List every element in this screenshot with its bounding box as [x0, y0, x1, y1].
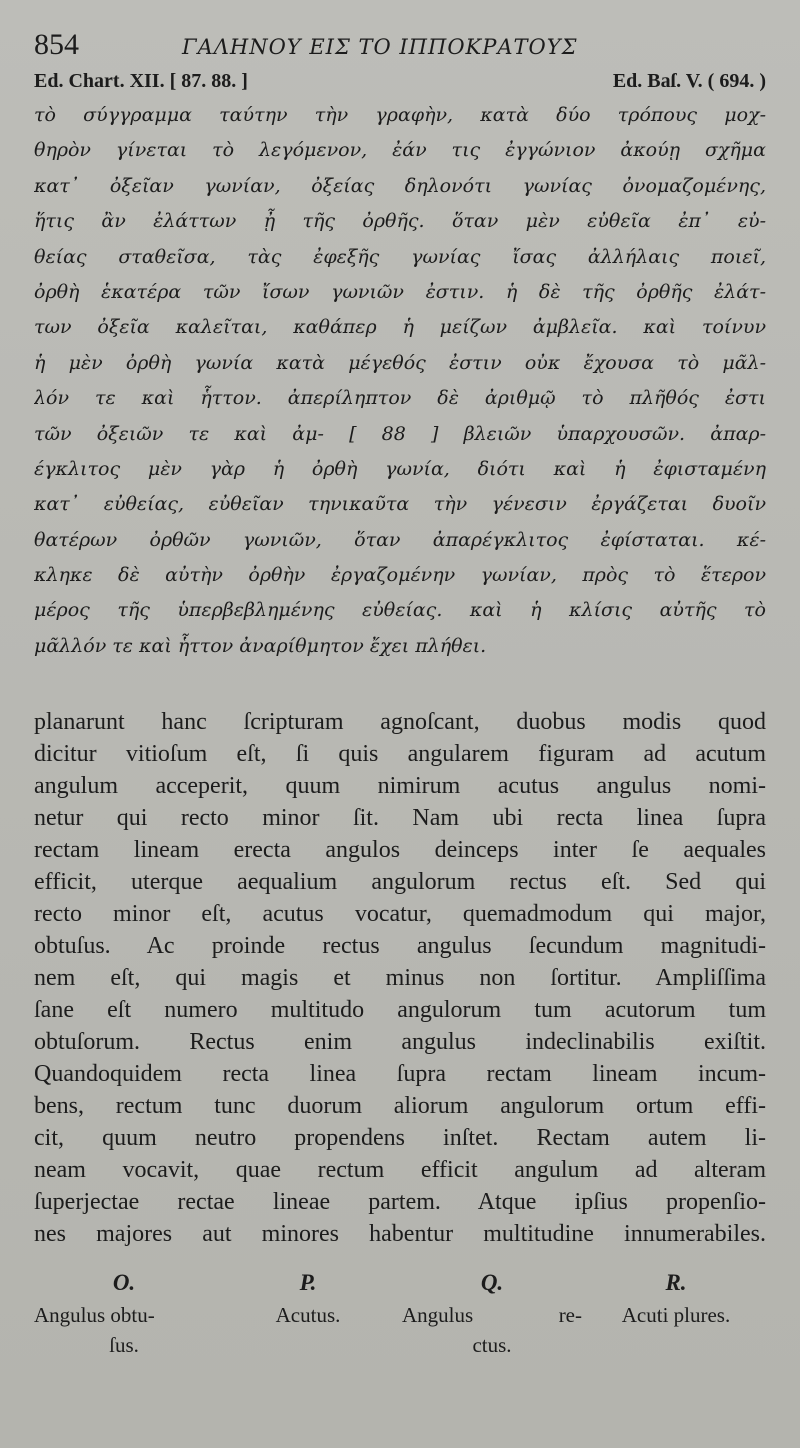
greek-line: τῶν ὀξειῶν τε καὶ ἀμ- [ 88 ] βλειῶν ὑπαρχουσῶν. ἀπαρ- [34, 422, 766, 445]
latin-line: nes majores aut minores habentur multitudine innumerabiles. [34, 1221, 766, 1248]
greek-line: κληκε δὲ αὐτὴν ὀρθὴν ἐργαζομένην γωνίαν, πρὸς τὸ ἕτερον [34, 564, 766, 587]
greek-line: θείας σταθεῖσα, τὰς ἐφεξῆς γωνίας ἴσας ἀλλήλαις ποιεῖ, [34, 245, 766, 268]
latin-line: Quandoquidem recta linea ſupra rectam lineam incum- [34, 1061, 766, 1088]
latin-line: netur qui recto minor ſit. Nam ubi recta linea ſupra [34, 805, 766, 832]
latin-line: dicitur vitioſum eſt, ſi quis angularem figuram ad acutum [34, 741, 766, 768]
legend-letter: P. [299, 1270, 317, 1296]
greek-text-block [34, 98, 766, 664]
greek-line: των ὀξεῖα καλεῖται, καθάπερ ἡ μείζων ἀμβλεῖα. καὶ τοίνυν [34, 316, 766, 339]
legend-item-acute [218, 1266, 398, 1360]
latin-line: planarunt hanc ſcripturam agnoſcant, duobus modis quod [34, 709, 766, 736]
latin-line: bens, rectum tunc duorum aliorum angulorum ortum effi- [34, 1093, 766, 1120]
greek-line: ἡ μὲν ὀρθὴ γωνία κατὰ μέγεθός ἐστιν οὐκ ἔχουσα τὸ μᾶλ- [34, 351, 766, 374]
latin-line: ſuperjectae rectae lineae partem. Atque ipſius propenſio- [34, 1189, 766, 1216]
legend-caption: Acuti plures. [621, 1303, 731, 1328]
running-head [34, 28, 766, 66]
greek-line: μᾶλλόν τε καὶ ἧττον ἀναρίθμητον ἔχει πλήθει. [34, 634, 487, 657]
latin-text-block [34, 706, 766, 1250]
greek-line: τὸ σύγγραμμα ταύτην τὴν γραφὴν, κατὰ δύο τρόπους μοχ- [34, 104, 766, 126]
legend-caption: Angulus obtu- [34, 1303, 155, 1328]
greek-line: λόν τε καὶ ἧττον. ἀπερίληπτον δὲ ἀριθμῷ τὸ πλῆθός ἐστι [34, 387, 766, 410]
latin-line: efficit, uterque aequalium angulorum rectus eſt. Sed qui [34, 869, 766, 896]
greek-line: έγκλιτος μὲν γὰρ ἡ ὀρθὴ γωνία, διότι καὶ ἡ ἐφισταμένη [34, 457, 766, 480]
latin-line: angulum acceperit, quum nimirum acutus angulus nomi- [34, 773, 766, 800]
legend-item-several-acute [586, 1266, 766, 1360]
legend-caption: Angulus re- [402, 1303, 582, 1328]
edition-reference-line [34, 66, 766, 96]
greek-line: κατ᾽ ὀξεῖαν γωνίαν, ὀξείας δηλονότι γωνίας ὀνομαζομένης, [34, 174, 766, 197]
legend-item-right [402, 1266, 582, 1360]
latin-line: obtuſus. Ac proinde rectus angulus ſecundum magnitudi- [34, 933, 766, 960]
latin-line: cit, quum neutro propendens inſtet. Rectam autem li- [34, 1125, 766, 1152]
legend-letter: R. [665, 1270, 687, 1296]
greek-line: κατ᾽ εὐθείας, εὐθεῖαν τηνικαῦτα τὴν γένεσιν ἐργάζεται δυοῖν [34, 493, 766, 516]
latin-line: neam vocavit, quae rectum efficit angulum ad alteram [34, 1157, 766, 1184]
edition-basel: Ed. Baſ. V. ( 694. ) [612, 69, 766, 92]
latin-line: obtuſorum. Rectus enim angulus indeclinabilis exiſtit. [34, 1029, 766, 1056]
legend-caption: ſus. [109, 1333, 139, 1358]
legend-caption: ctus. [472, 1333, 512, 1358]
legend-caption: Acutus. [275, 1303, 341, 1328]
greek-line: θατέρων ὀρθῶν γωνιῶν, ὅταν ἀπαρέγκλιτος ἐφίσταται. κέ- [34, 528, 766, 551]
figure-legend [34, 1266, 766, 1360]
latin-line: nem eſt, qui magis et minus non ſortitur. Ampliſſima [34, 965, 766, 992]
greek-line: θηρὸν γίνεται τὸ λεγόμενον, ἐάν τις ἐγγώνιον ἀκούῃ σχῆμα [34, 139, 766, 162]
page-number: 854 [34, 28, 79, 61]
running-title: ΓΑΛΗΝΟΥ ΕΙΣ ΤΟ ΙΠΠΟΚΡΑΤΟΥΣ [182, 35, 578, 59]
latin-line: recto minor eſt, acutus vocatur, quemadmodum qui major, [34, 901, 766, 928]
edition-chartier: Ed. Chart. XII. [ 87. 88. ] [34, 69, 248, 92]
legend-item-obtuse [34, 1266, 214, 1360]
greek-line: μέρος τῆς ὑπερβεβλημένης εὐθείας. καὶ ἡ κλίσις αὐτῆς τὸ [34, 599, 766, 622]
latin-line: ſane eſt numero multitudo angulorum tum acutorum tum [34, 997, 766, 1024]
latin-line: rectam lineam erecta angulos deinceps inter ſe aequales [34, 837, 766, 864]
legend-letter: O. [112, 1270, 136, 1296]
legend-letter: Q. [480, 1270, 504, 1296]
greek-line: ἥτις ἂν ἐλάττων ᾖ τῆς ὀρθῆς. ὅταν μὲν εὐθεῖα ἐπ᾽ εὐ- [34, 210, 766, 233]
greek-line: ὀρθὴ ἑκατέρα τῶν ἴσων γωνιῶν ἐστιν. ἡ δὲ τῆς ὀρθῆς ἐλάτ- [34, 280, 766, 303]
